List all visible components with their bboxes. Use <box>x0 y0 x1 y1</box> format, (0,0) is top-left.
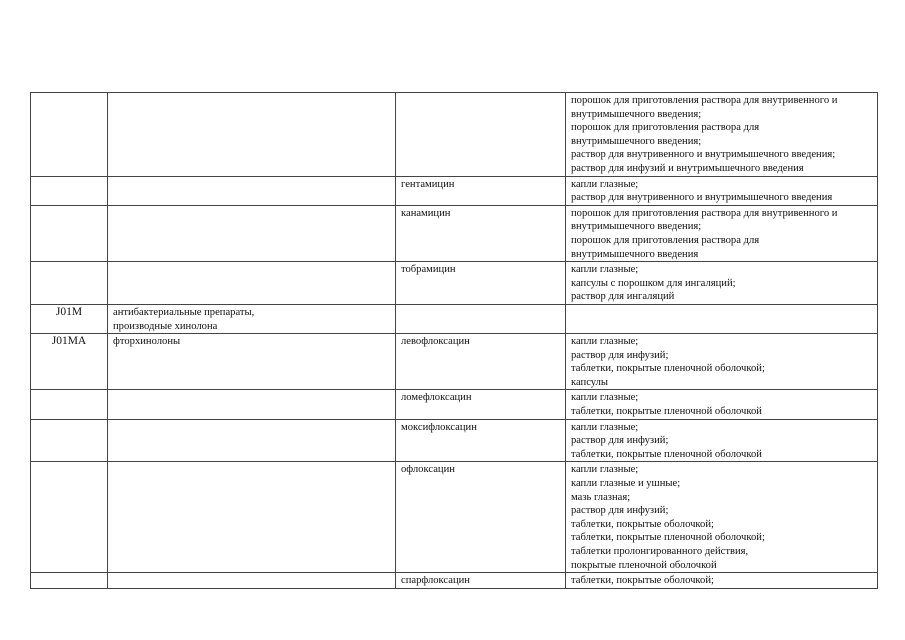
drug-name-cell <box>396 262 566 305</box>
dosage-form-line: таблетки, покрытые оболочкой; <box>571 518 714 530</box>
atc-code-cell <box>31 334 108 390</box>
dosage-form-line: таблетки пролонгированного действия, <box>571 546 749 557</box>
dosage-form-line: капсулы <box>571 376 609 388</box>
dosage-form-line: капсулы с порошком для ингаляций; <box>571 277 736 289</box>
dosage-form-line: порошок для приготовления раствора для <box>571 234 760 246</box>
atc-group-cell <box>108 262 396 305</box>
drug-table <box>30 92 878 589</box>
atc-group-cell <box>108 573 396 589</box>
table-row <box>31 262 878 305</box>
dosage-forms-cell <box>566 573 878 589</box>
atc-group-cell <box>108 304 396 333</box>
atc-group-cell <box>108 390 396 419</box>
table-row <box>31 390 878 419</box>
dosage-form-line: капли глазные; <box>571 178 639 190</box>
dosage-form-line: таблетки, покрытые оболочкой; <box>571 575 714 587</box>
dosage-form-line: таблетки, покрытые пленочной оболочкой; <box>571 532 765 544</box>
table-row <box>31 205 878 261</box>
atc-code-cell <box>31 390 108 419</box>
drug-name-cell <box>396 176 566 205</box>
dosage-form-line: капли глазные; <box>571 464 639 476</box>
atc-group-line: производные хинолона <box>113 320 218 332</box>
dosage-forms-cell <box>566 304 878 333</box>
dosage-forms-cell <box>566 262 878 305</box>
table-row <box>31 304 878 333</box>
atc-group-cell <box>108 334 396 390</box>
drug-name: спарфлоксацин <box>401 575 470 587</box>
dosage-form-line: раствор для ингаляций <box>571 291 675 303</box>
dosage-form-line: покрытые пленочной оболочкой <box>571 559 717 571</box>
drug-name-cell <box>396 462 566 573</box>
dosage-form-line: внутримышечного введения; <box>571 221 702 233</box>
dosage-form-line: капли глазные и ушные; <box>571 478 681 490</box>
dosage-form-line: капли глазные; <box>571 336 639 348</box>
atc-code-cell <box>31 176 108 205</box>
drug-name-cell <box>396 334 566 390</box>
dosage-form-line: таблетки, покрытые пленочной оболочкой; <box>571 363 765 375</box>
atc-group-cell <box>108 462 396 573</box>
dosage-forms-cell <box>566 462 878 573</box>
drug-name: ломефлоксацин <box>401 392 472 404</box>
dosage-form-line: раствор для внутривенного и внутримышечного введения <box>571 192 833 204</box>
drug-name: моксифлоксацин <box>401 421 477 433</box>
drug-name-cell <box>396 304 566 333</box>
dosage-form-line: раствор для инфузий и внутримышечного введения <box>571 162 804 174</box>
dosage-form-line: капли глазные; <box>571 392 639 404</box>
dosage-form-line: таблетки, покрытые пленочной оболочкой <box>571 448 762 460</box>
drug-name-cell <box>396 205 566 261</box>
drug-table-body <box>31 93 878 589</box>
dosage-form-line: таблетки, покрытые пленочной оболочкой <box>571 406 762 418</box>
dosage-form-line: внутримышечного введения <box>571 248 699 260</box>
dosage-form-line: капли глазные; <box>571 264 639 276</box>
table-row <box>31 93 878 177</box>
dosage-forms-cell <box>566 205 878 261</box>
dosage-form-line: мазь глазная; <box>571 491 631 503</box>
table-row <box>31 176 878 205</box>
drug-name: гентамицин <box>401 178 455 190</box>
dosage-forms-cell <box>566 390 878 419</box>
dosage-form-line: раствор для инфузий; <box>571 435 669 447</box>
atc-group-cell <box>108 176 396 205</box>
drug-name-cell <box>396 419 566 462</box>
atc-code-cell <box>31 205 108 261</box>
atc-code: J01MA <box>51 335 87 348</box>
atc-group-line: антибактериальные препараты, <box>113 306 255 318</box>
atc-code-cell <box>31 262 108 305</box>
atc-code-cell <box>31 304 108 333</box>
dosage-form-line: внутримышечного введения; <box>571 135 702 147</box>
dosage-form-line: внутримышечного введения; <box>571 108 702 120</box>
dosage-forms-cell <box>566 334 878 390</box>
table-row <box>31 419 878 462</box>
drug-name: левофлоксацин <box>401 336 470 348</box>
atc-group-cell <box>108 205 396 261</box>
drug-name-cell <box>396 573 566 589</box>
table-row <box>31 462 878 573</box>
drug-name-cell <box>396 93 566 177</box>
drug-name: канамицин <box>401 207 451 219</box>
dosage-form-line: порошок для приготовления раствора для внутривенного и <box>571 207 838 219</box>
drug-name: тобрамицин <box>401 264 456 276</box>
table-row <box>31 334 878 390</box>
dosage-forms-cell <box>566 419 878 462</box>
atc-code-cell <box>31 419 108 462</box>
atc-code-cell <box>31 573 108 589</box>
dosage-form-line: порошок для приготовления раствора для внутривенного и <box>571 95 838 106</box>
drug-name-cell <box>396 390 566 419</box>
dosage-form-line: капли глазные; <box>571 421 639 433</box>
atc-group-line: фторхинолоны <box>113 336 181 348</box>
atc-code-cell <box>31 93 108 177</box>
dosage-form-line: раствор для внутривенного и внутримышечного введения; <box>571 149 836 161</box>
atc-group-cell <box>108 419 396 462</box>
atc-code: J01M <box>55 305 83 318</box>
atc-group-cell <box>108 93 396 177</box>
dosage-forms-cell <box>566 176 878 205</box>
dosage-form-line: порошок для приготовления раствора для <box>571 122 760 134</box>
table-row <box>31 573 878 589</box>
dosage-form-line: раствор для инфузий; <box>571 505 669 517</box>
drug-name: офлоксацин <box>401 464 455 476</box>
atc-code-cell <box>31 462 108 573</box>
dosage-forms-cell <box>566 93 878 177</box>
dosage-form-line: раствор для инфузий; <box>571 349 669 361</box>
